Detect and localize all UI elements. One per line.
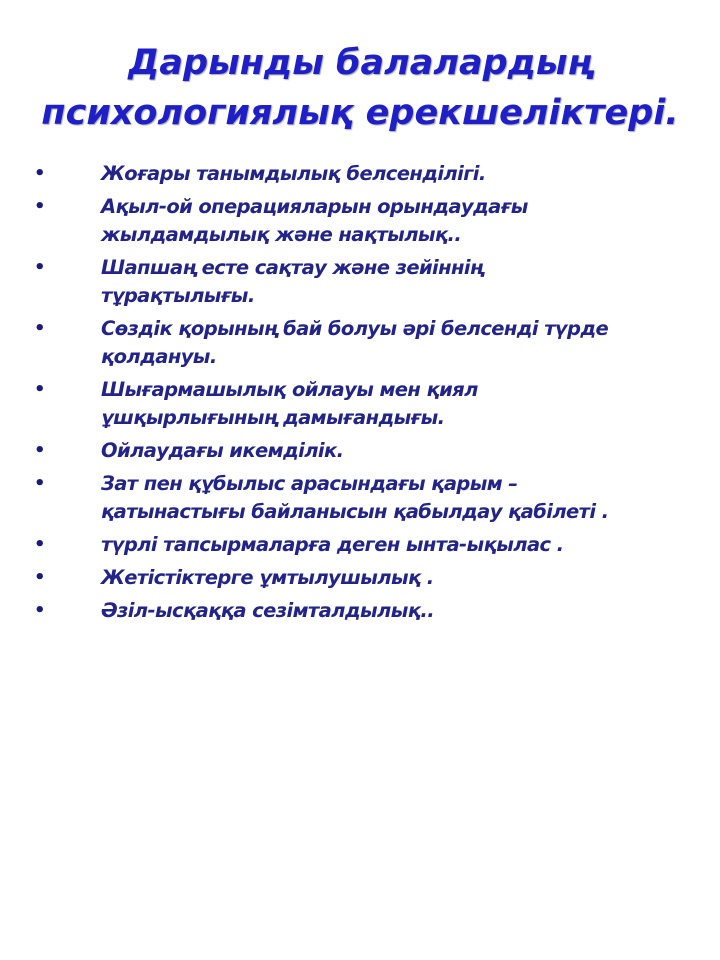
list-item	[0, 470, 720, 526]
bullet-icon: •	[34, 567, 45, 588]
list-item-text: Ақыл-ой операцияларын орындаудағы	[101, 195, 528, 218]
title-line-1: Дарынды балалардың	[128, 43, 592, 83]
page-title	[20, 38, 700, 138]
bullet-icon: •	[34, 473, 45, 494]
list-item-text: Шапшаң есте сақтау және зейіннің	[101, 256, 483, 279]
list-item-text: түрлі тапсырмаларға деген ынта-ықылас .	[101, 533, 564, 556]
list-item	[0, 376, 720, 432]
list-item-text-continued: тұрақтылығы.	[101, 284, 255, 307]
list-item-text: Ойлаудағы икемділік.	[101, 439, 344, 462]
list-item	[0, 254, 720, 310]
bullet-icon: •	[34, 440, 45, 461]
list-item-text: Зат пен құбылыс арасындағы қарым –	[101, 472, 518, 495]
list-item	[0, 193, 720, 249]
list-item-text: Жоғары танымдылық белсенділігі.	[101, 162, 486, 185]
list-item	[0, 531, 720, 559]
list-item	[0, 597, 720, 625]
list-item	[0, 160, 720, 188]
bullet-icon: •	[34, 318, 45, 339]
bullet-icon: •	[34, 534, 45, 555]
list-item-text-continued: ұшқырлығының дамығандығы.	[101, 406, 445, 429]
list-item-text-continued: жылдамдылық және нақтылық..	[101, 223, 462, 246]
bullet-icon: •	[34, 196, 45, 217]
list-item-text-continued: қатынастығы байланысын қабылдау қабілеті .	[101, 500, 609, 523]
list-item-text: Сөздік қорының бай болуы әрі белсенді түрде	[101, 317, 609, 340]
bullet-icon: •	[34, 600, 45, 621]
list-item	[0, 437, 720, 465]
bullet-icon: •	[34, 379, 45, 400]
list-item-text-continued: қолдануы.	[101, 345, 217, 368]
title-line-2: психологиялық ерекшеліктері.	[41, 93, 679, 133]
list-item-text: Әзіл-ысқаққа сезімталдылық..	[101, 599, 435, 622]
list-item	[0, 315, 720, 371]
bullet-icon: •	[34, 163, 45, 184]
list-item-text: Шығармашылық ойлауы мен қиял	[101, 378, 478, 401]
list-item	[0, 564, 720, 592]
bullet-list	[0, 160, 720, 630]
bullet-icon: •	[34, 257, 45, 278]
list-item-text: Жетістіктерге ұмтылушылық .	[101, 566, 434, 589]
